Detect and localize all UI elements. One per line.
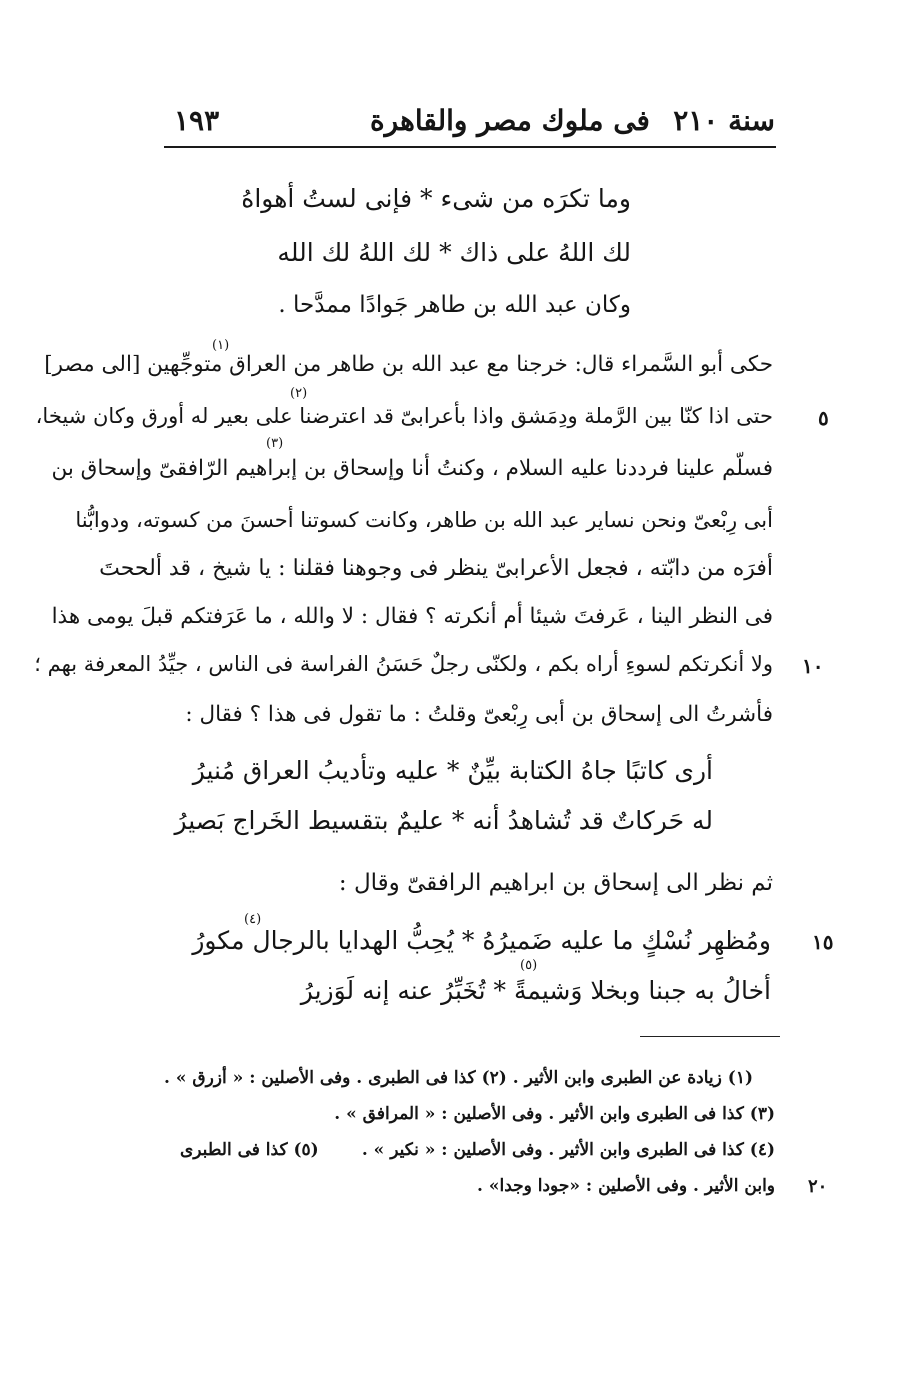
footnote-marker: (١) — [212, 338, 230, 353]
verse-line: ومُظهِر نُسْكٍ ما عليه ضَميرُهُ * يُحِبُّ الهدايا بالرجال مكورُ — [192, 926, 771, 955]
header-year: سنة ٢١٠ — [673, 104, 775, 137]
paragraph-line: فسلّم علينا فرددنا عليه السلام ، وكنتُ أنا وإسحاق بن إبراهيم الرّافقىّ وإسحاق بن — [51, 456, 773, 481]
line-number: ١٠ — [802, 654, 824, 678]
paragraph-line: ولا أنكرتكم لسوءِ أراه بكم ، ولكنّى رجلٌ حَسَنُ الفراسة فى الناس ، جيِّدُ المعرفة بهم ؛ — [34, 652, 773, 676]
footnote-line: (٥) كذا فى الطبرى — [180, 1140, 319, 1160]
footnote-rule — [640, 1036, 780, 1037]
paragraph-line: فأشرتُ الى إسحاق بن أبى رِبْعىّ وقلتُ : ما تقول فى هذا ؟ فقال : — [185, 702, 773, 727]
paragraph-line: حتى اذا كنّا بين الرَّملة ودِمَشق واذا بأعرابىّ قد اعترضنا على بعير له أورق وكان شيخا، — [35, 404, 773, 428]
verse-line: له حَركاتٌ قد تُشاهدُ أنه * عليمٌ بتقسيط الخَراج بَصيرُ — [174, 806, 713, 835]
paragraph-line: أفرَه من دابّته ، فجعل الأعرابىّ ينظر فى وجوهنا فقلنا : يا شيخ ، قد ألححتَ — [99, 556, 773, 581]
line-number: ١٥ — [812, 930, 834, 954]
verse-line: لك اللهُ على ذاك * لك اللهُ لك الله — [277, 238, 631, 267]
footnote-marker: (٢) — [290, 386, 308, 401]
page-number: ١٩٣ — [174, 104, 220, 137]
paragraph-line: فى النظر الينا ، عَرفتَ شيئا أم أنكرته ؟ فقال : لا والله ، ما عَرَفتكم قبلَ يومى هذا — [51, 604, 773, 629]
footnote-marker: (٣) — [266, 436, 284, 451]
verse-line: أخالُ به جبنا وبخلا وَشيمةً * تُخَبِّرُ عنه إنه لَوَزيرُ — [300, 976, 771, 1005]
header-title: فى ملوك مصر والقاهرة — [370, 104, 650, 137]
paragraph-line: حكى أبو السَّمراء قال: خرجنا مع عبد الله بن طاهر من العراق متوجِّهين [الى مصر] — [44, 352, 773, 377]
footnote-line: وابن الأثير . وفى الأصلين : «جودا وجدا» . — [477, 1176, 775, 1196]
footnote-line: (١) زيادة عن الطبرى وابن الأثير . (٢) كذا فى الطبرى . وفى الأصلين : « أزرق » . — [164, 1068, 753, 1088]
footnote-line: (٤) كذا فى الطبرى وابن الأثير . وفى الأصلين : « نكير » . — [361, 1140, 775, 1160]
footnote-marker: (٥) — [520, 958, 538, 973]
footnote-line: (٣) كذا فى الطبرى وابن الأثير . وفى الأصلين : « المرافق » . — [334, 1104, 775, 1124]
paragraph-text: ثم نظر الى إسحاق بن ابراهيم الرافقىّ وقال : — [338, 870, 773, 896]
line-number: ٢٠ — [808, 1176, 828, 1197]
paragraph-line: أبى رِبْعىّ ونحن نساير عبد الله بن طاهر، وكانت كسوتنا أحسنَ من كسوته، ودوابُّنا — [75, 508, 773, 532]
footnote-marker: (٤) — [244, 912, 262, 927]
verse-line: أرى كاتبًا جاهُ الكتابة بيِّنٌ * عليه وتأديبُ العراق مُنيرُ — [192, 756, 713, 785]
verse-line: وما تكرَه من شىء * فإنى لستُ أهواهُ — [241, 184, 631, 213]
header-rule — [164, 146, 776, 148]
line-number: ٥ — [818, 406, 829, 430]
paragraph-text: وكان عبد الله بن طاهر جَوادًا ممدَّحا . — [278, 292, 631, 318]
